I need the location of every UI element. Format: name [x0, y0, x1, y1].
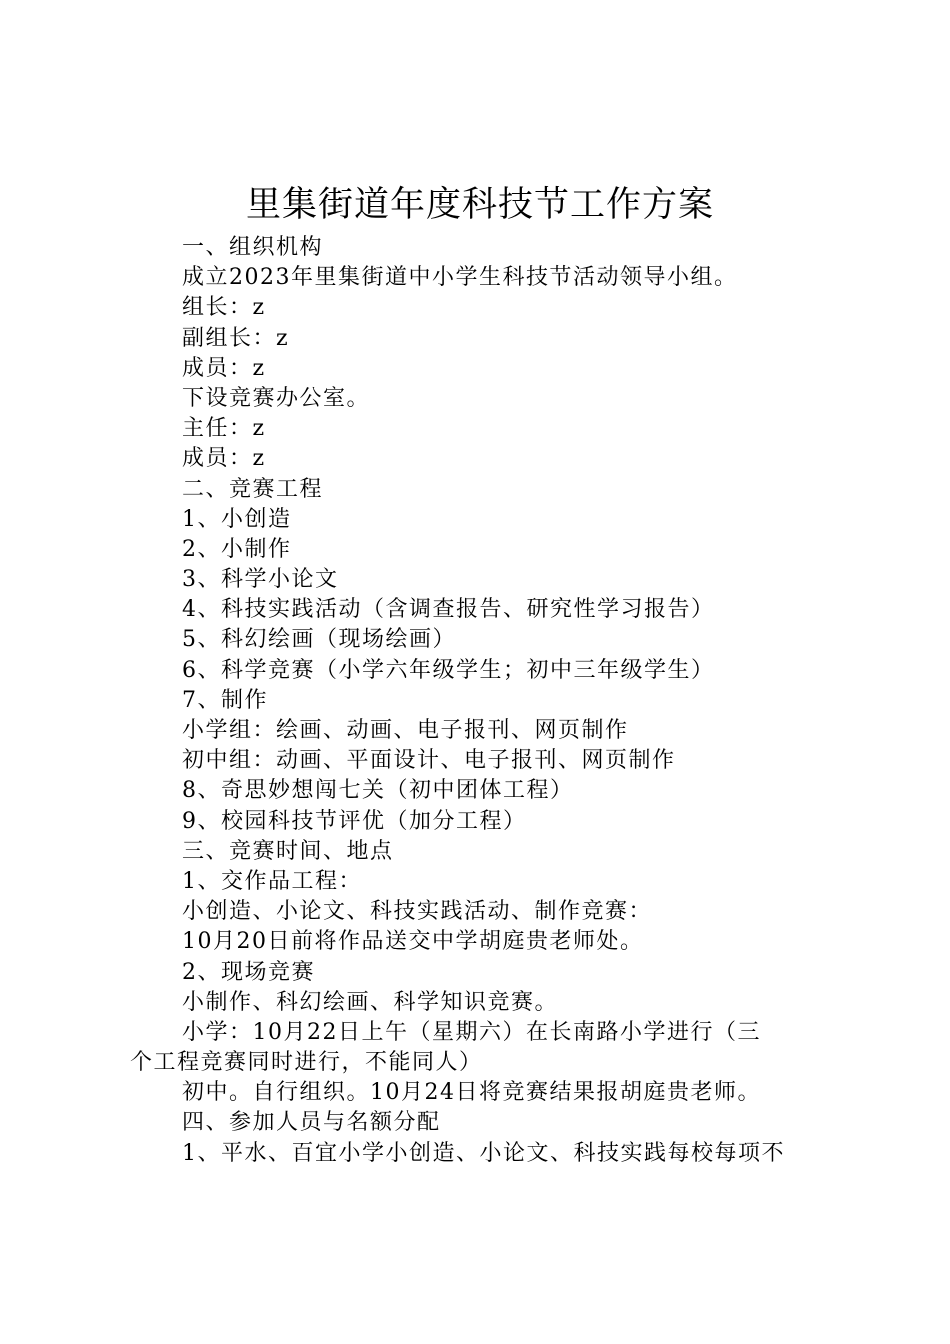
- text-line: 10月20日前将作品送交中学胡庭贵老师处。: [182, 929, 644, 955]
- text-line: 成员：z: [182, 446, 266, 472]
- text-line: 四、参加人员与名额分配: [182, 1110, 441, 1136]
- text-line: 初中。自行组织。10月24日将竞赛结果报胡庭贵老师。: [182, 1080, 761, 1106]
- text-line: 二、竞赛工程: [182, 476, 324, 502]
- text-line: 成立2023年里集街道中小学生科技节活动领导小组。: [182, 265, 738, 291]
- text-line: 2、现场竞赛: [182, 959, 315, 985]
- text-line: 小学组：绘画、动画、电子报刊、网页制作: [182, 718, 629, 743]
- document-title: 里集街道年度科技节工作方案: [245, 185, 714, 225]
- text-line: 初中组：动画、平面设计、电子报刊、网页制作: [182, 748, 676, 774]
- text-line: 2、小制作: [182, 536, 292, 562]
- document-body: [130, 233, 830, 1169]
- text-line: 主任：z: [182, 416, 266, 442]
- text-line: 成员：z: [182, 355, 266, 381]
- text-line: 7、制作: [182, 687, 268, 713]
- text-line: 1、平水、百宜小学小创造、小论文、科技实践每校每项不: [182, 1140, 785, 1166]
- text-line: 1、小创造: [182, 506, 292, 532]
- text-line: 9、校园科技节评优（加分工程）: [182, 808, 527, 834]
- text-line: 4、科技实践活动（含调查报告、研究性学习报告）: [182, 597, 715, 623]
- text-line: 小创造、小论文、科技实践活动、制作竞赛：: [182, 899, 653, 925]
- text-line: 个工程竞赛同时进行，不能同人）: [130, 1050, 483, 1076]
- text-line: 下设竞赛办公室。: [182, 385, 371, 411]
- text-line: 6、科学竞赛（小学六年级学生；初中三年级学生）: [182, 657, 715, 683]
- text-line: 三、竞赛时间、地点: [182, 838, 394, 864]
- text-line: 3、科学小论文: [182, 567, 339, 593]
- text-line: 1、交作品工程：: [182, 868, 362, 894]
- text-line: 小制作、科幻绘画、科学知识竞赛。: [182, 989, 559, 1015]
- text-line: 小学：10月22日上午（星期六）在长南路小学进行（三: [182, 1019, 761, 1045]
- text-line: 组长：z: [182, 295, 266, 321]
- text-line: 8、奇思妙想闯七关（初中团体工程）: [182, 778, 574, 804]
- text-line: 副组长：z: [182, 325, 290, 351]
- text-line: 5、科幻绘画（现场绘画）: [182, 627, 456, 653]
- text-line: 一、组织机构: [182, 235, 324, 260]
